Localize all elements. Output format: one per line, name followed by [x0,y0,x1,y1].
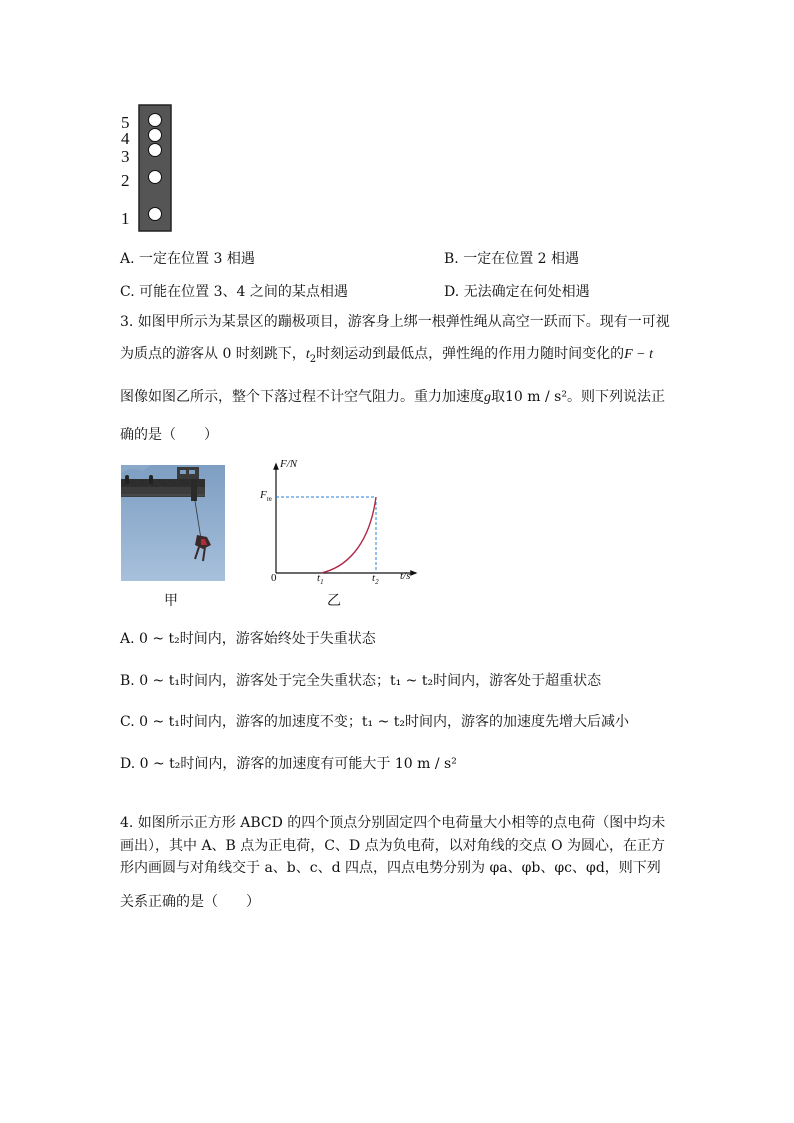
q4-line-1: 4. 如图所示正方形 ABCD 的四个顶点分别固定四个电荷量大小相等的点电荷（图中均未 [120,815,666,831]
x-axis-label: t/s [400,570,411,582]
t2-label: $t_2$ [372,572,379,587]
origin-label: 0 [271,572,277,584]
y-axis-label: F/N [280,458,298,470]
position-panel [138,104,174,232]
q3-option-a: A. 0 ~ t₂时间内，游客始终处于失重状态 [120,631,376,647]
q3-line-2: 为质点的游客从 0 时刻跳下，$t_2$时刻运动到最低点，弹性绳的作用力随时间变化的F − t [120,346,653,365]
q3-line-3: 图像如图乙所示，整个下落过程不计空气阻力。重力加速度g取10 m / s²。则下列说法正 [120,389,665,405]
position-figure [118,104,178,232]
q3-option-c: C. 0 ~ t₁时间内，游客的加速度不变；t₁ ~ t₂时间内，游客的加速度先增大后减小 [120,714,629,730]
option-b: B. 一定在位置 2 相遇 [444,251,579,267]
q4-line-2: 画出），其中 A、B 点为正电荷，C、D 点为负电荷，以对角线的交点 O 为圆心，在正方 [120,838,666,854]
hole-2 [149,171,162,184]
t1-label: $t_1$ [317,572,324,587]
label-2: 2 [121,171,130,190]
label-5: 5 [121,113,130,132]
q3-option-d: D. 0 ~ t₂时间内，游客的加速度有可能大于 10 m / s² [120,756,457,772]
option-c: C. 可能在位置 3、4 之间的某点相遇 [120,284,348,300]
label-3: 3 [121,147,130,166]
graph-labels [254,458,424,588]
option-a: A. 一定在位置 3 相遇 [120,251,255,267]
hole-5 [149,114,162,127]
q4-line-3: 形内画圆与对角线交于 a、b、c、d 四点，四点电势分别为 φa、φb、φc、φd，则下列 [120,860,661,876]
hole-4 [149,129,162,142]
q3-line-1: 3. 如图甲所示为某景区的蹦极项目，游客身上绑一根弹性绳从高空一跃而下。现有一可视 [120,314,670,330]
photo-caption: 甲 [164,593,178,609]
label-1: 1 [121,209,130,228]
bungee-photo [121,465,225,581]
q3-line-4: 确的是（ ） [120,427,218,443]
q4-line-4: 关系正确的是（ ） [120,894,260,910]
graph-caption: 乙 [327,593,341,609]
fm-label: $F_m$ [260,489,272,504]
q3-option-b: B. 0 ~ t₁时间内，游客处于完全失重状态；t₁ ~ t₂时间内，游客处于超重状态 [120,673,602,689]
option-d: D. 无法确定在何处相遇 [444,284,590,300]
hole-1 [149,208,162,221]
hole-3 [149,144,162,157]
label-4: 4 [121,129,130,148]
